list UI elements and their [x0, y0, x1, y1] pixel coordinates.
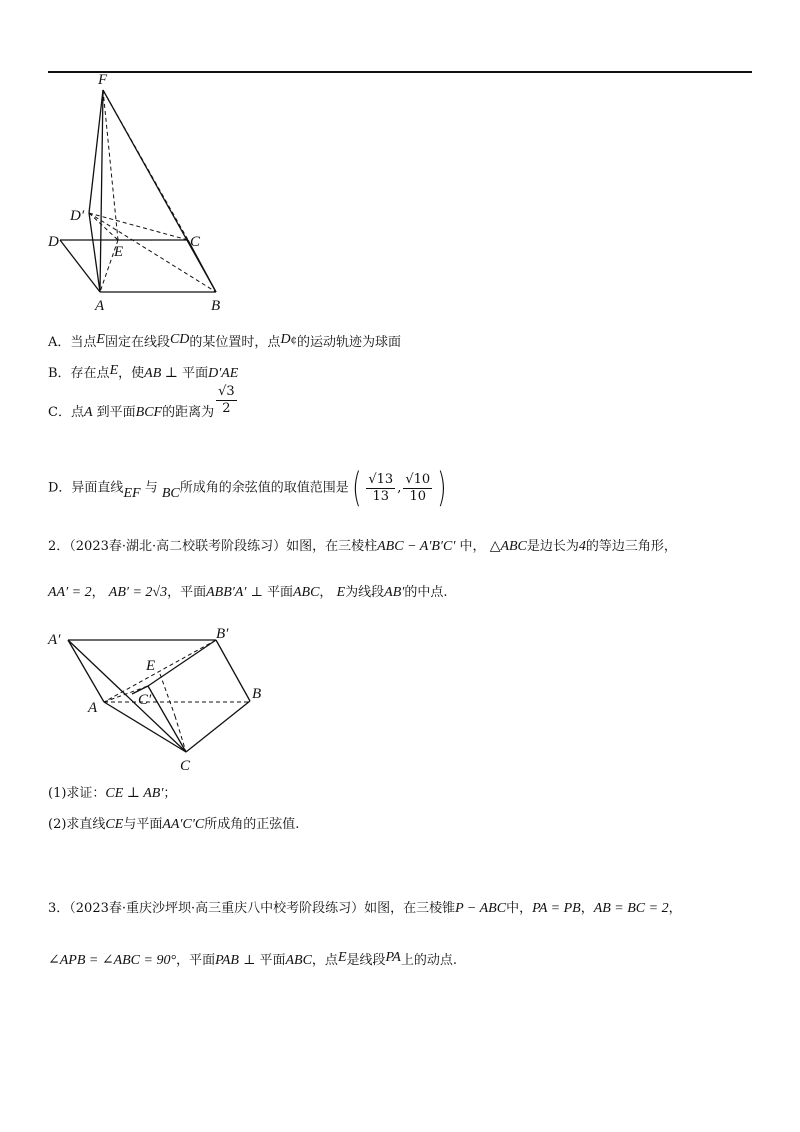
option-a: A．当点E固定在线段CD的某位置时，点D¢的运动轨迹为球面	[48, 332, 401, 350]
label-Dprime: D′	[70, 208, 85, 224]
label-D: D	[48, 234, 59, 250]
option-c: C．点A 到平面BCF的距离为 $\frac{√3}{2}$	[48, 384, 235, 420]
q2-part2: (2)求直线CE与平面AA′C′C所成角的正弦值.	[48, 817, 300, 832]
label-B2: B	[252, 686, 262, 702]
label-C2: C	[180, 758, 191, 774]
option-b: B．存在点E，使AB ⊥ 平面D′AE	[48, 363, 239, 381]
label-A: A	[95, 298, 105, 314]
q2-part1: (1)求证：CE ⊥ AB′；	[48, 786, 177, 801]
q2-stem-line2: AA′ = 2， AB′ = 2√3，平面ABB′A′ ⊥ 平面ABC， E为线段AB′的中点.	[48, 585, 448, 600]
q2-stem-line1: 2．（2023春·湖北·高二校联考阶段练习）如图，在三棱柱ABC − A′B′C′ 中， △ABC是边长为4的等边三角形，	[48, 539, 677, 554]
label-Bprime: B′	[216, 626, 229, 642]
label-E: E	[114, 244, 124, 260]
q3-stem-line1: 3．（2023春·重庆沙坪坝·高三重庆八中校考阶段练习）如图，在三棱锥P − ABC中，PA = PB，AB = BC = 2，	[48, 901, 682, 916]
label-C: C	[190, 234, 201, 250]
label-Cprime: C′	[138, 692, 152, 708]
q3-stem-line2: ∠APB = ∠ABC = 90°，平面PAB ⊥ 平面ABC，点E是线段PA上的动点.	[48, 950, 457, 968]
label-B: B	[211, 298, 221, 314]
label-E2: E	[146, 658, 156, 674]
figure-pyramid	[40, 70, 240, 315]
option-d: D．异面直线EF 与 BC所成角的余弦值的取值范围是( $\frac{√13}{13}$ , $\frac{√10}{10}$ )	[48, 465, 447, 511]
edge-FA	[100, 90, 103, 292]
label-A2: A	[88, 700, 98, 716]
label-Aprime: A′	[48, 632, 61, 648]
label-F: F	[98, 72, 108, 88]
figure-prism	[40, 620, 280, 775]
